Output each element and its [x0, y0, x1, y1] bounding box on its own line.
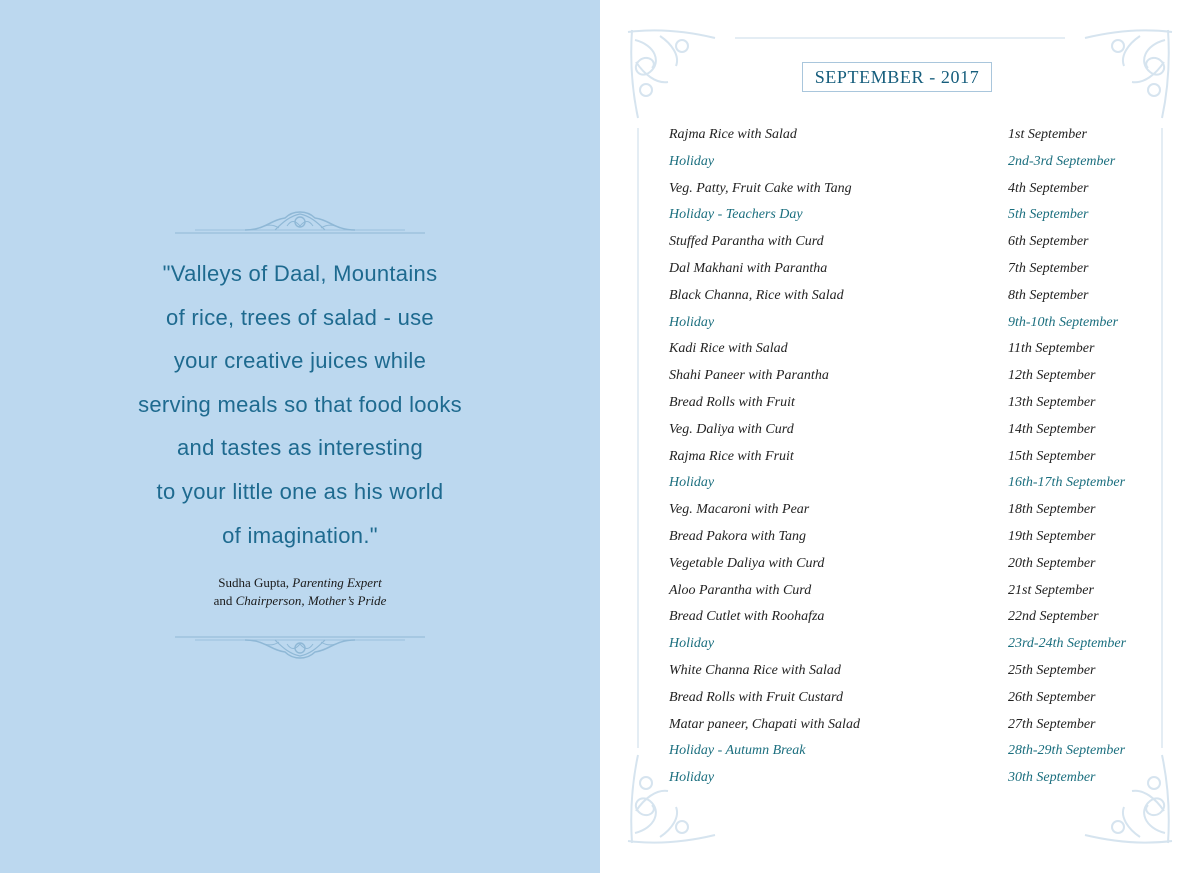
menu-row [669, 363, 1189, 390]
menu-row [669, 604, 1189, 631]
menu-date: 4th September [1008, 180, 1089, 196]
quote-line: and tastes as interesting [177, 435, 423, 461]
menu-item: Matar paneer, Chapati with Salad [669, 716, 860, 732]
menu-row [669, 336, 1189, 363]
holiday-row [669, 202, 1189, 229]
menu-date: 16th-17th September [1008, 475, 1126, 491]
month-title: SEPTEMBER - 2017 [802, 62, 992, 92]
author-line2-prefix: and [213, 593, 236, 608]
menu-item: Rajma Rice with Salad [669, 127, 797, 142]
menu-item: Bread Rolls with Fruit [669, 394, 795, 410]
quote-line: of rice, trees of salad - use [166, 304, 434, 330]
quote-line: your creative juices while [173, 348, 427, 374]
menu-item: Holiday [669, 314, 715, 330]
menu-item: Aloo Parantha with Curd [669, 582, 812, 598]
menu-item: Holiday [669, 475, 715, 491]
menu-date: 19th September [1008, 528, 1096, 544]
menu-row [669, 256, 1189, 283]
menu-item: Bread Pakora with Tang [669, 528, 807, 544]
menu-date: 2nd-3rd September [1008, 153, 1116, 169]
menu-row [669, 176, 1189, 203]
menu-row [669, 712, 1189, 739]
menu-item: Bread Rolls with Fruit Custard [669, 689, 843, 705]
author-name: Sudha Gupta, [218, 575, 293, 590]
menu-list [669, 122, 1189, 792]
menu-date: 9th-10th September [1008, 314, 1119, 330]
corner-ornament-icon [1085, 30, 1172, 118]
menu-item: Vegetable Daliya with Curd [669, 555, 825, 571]
menu-date: 7th September [1008, 260, 1089, 276]
menu-date: 6th September [1008, 234, 1089, 250]
menu-item: Holiday [669, 770, 715, 786]
menu-row [669, 283, 1189, 310]
menu-item: Holiday [669, 636, 715, 652]
menu-page [600, 0, 1200, 873]
menu-date: 28th-29th September [1008, 743, 1126, 759]
holiday-row [669, 765, 1189, 792]
menu-row [669, 497, 1189, 524]
author-title: Parenting Expert [292, 575, 382, 590]
menu-date: 23rd-24th September [1008, 636, 1127, 652]
menu-row [669, 551, 1189, 578]
menu-item: Kadi Rice with Salad [669, 341, 788, 357]
holiday-row [669, 149, 1189, 176]
menu-row [669, 229, 1189, 256]
menu-item: Holiday [669, 153, 715, 169]
menu-item: Bread Cutlet with Roohafza [669, 609, 825, 625]
menu-date: 30th September [1008, 770, 1096, 786]
ornament-divider-bottom [175, 634, 425, 670]
menu-row [669, 122, 1189, 149]
attribution-line-1 [150, 574, 450, 592]
menu-date: 18th September [1008, 502, 1096, 518]
ornament-divider-top [175, 200, 425, 236]
menu-row [669, 444, 1189, 471]
menu-date: 25th September [1008, 662, 1096, 678]
menu-date: 11th September [1008, 341, 1095, 357]
menu-item: Stuffed Parantha with Curd [669, 234, 824, 250]
quote-line: of imagination." [222, 522, 378, 548]
menu-row [669, 685, 1189, 712]
menu-item: Shahi Paneer with Parantha [669, 368, 829, 384]
quote-attribution [150, 574, 450, 610]
menu-row [669, 578, 1189, 605]
menu-date: 12th September [1008, 368, 1096, 384]
corner-ornament-icon [628, 30, 715, 118]
quote-line: serving meals so that food looks [138, 391, 462, 417]
menu-item: Rajma Rice with Fruit [669, 448, 794, 464]
holiday-row [669, 631, 1189, 658]
menu-date: 15th September [1008, 448, 1096, 464]
menu-item: Holiday - Autumn Break [669, 743, 806, 759]
menu-row [669, 417, 1189, 444]
menu-item: White Channa Rice with Salad [669, 662, 841, 678]
menu-date: 8th September [1008, 287, 1089, 303]
quote-line: to your little one as his world [156, 478, 444, 504]
menu-row [669, 390, 1189, 417]
author-organization: Chairperson, Mother’s Pride [235, 593, 387, 608]
menu-date: 1st September [1008, 127, 1087, 142]
menu-item: Holiday - Teachers Day [669, 207, 803, 223]
menu-date: 27th September [1008, 716, 1096, 732]
menu-row [669, 658, 1189, 685]
holiday-row [669, 738, 1189, 765]
attribution-line-2 [150, 592, 450, 610]
menu-item: Dal Makhani with Parantha [669, 260, 828, 276]
quote-line: "Valleys of Daal, Mountains [162, 261, 438, 286]
menu-item: Veg. Daliya with Curd [669, 421, 794, 437]
menu-row [669, 524, 1189, 551]
menu-date: 13th September [1008, 394, 1096, 410]
menu-date: 20th September [1008, 555, 1096, 571]
menu-item: Veg. Patty, Fruit Cake with Tang [669, 180, 852, 196]
menu-date: 21st September [1008, 582, 1094, 598]
holiday-row [669, 310, 1189, 337]
quote-text [110, 252, 490, 557]
holiday-row [669, 470, 1189, 497]
menu-date: 22nd September [1008, 609, 1099, 625]
menu-date: 5th September [1008, 207, 1089, 223]
menu-date: 26th September [1008, 689, 1096, 705]
menu-item: Veg. Macaroni with Pear [669, 502, 810, 518]
menu-date: 14th September [1008, 421, 1096, 437]
menu-item: Black Channa, Rice with Salad [669, 287, 844, 303]
